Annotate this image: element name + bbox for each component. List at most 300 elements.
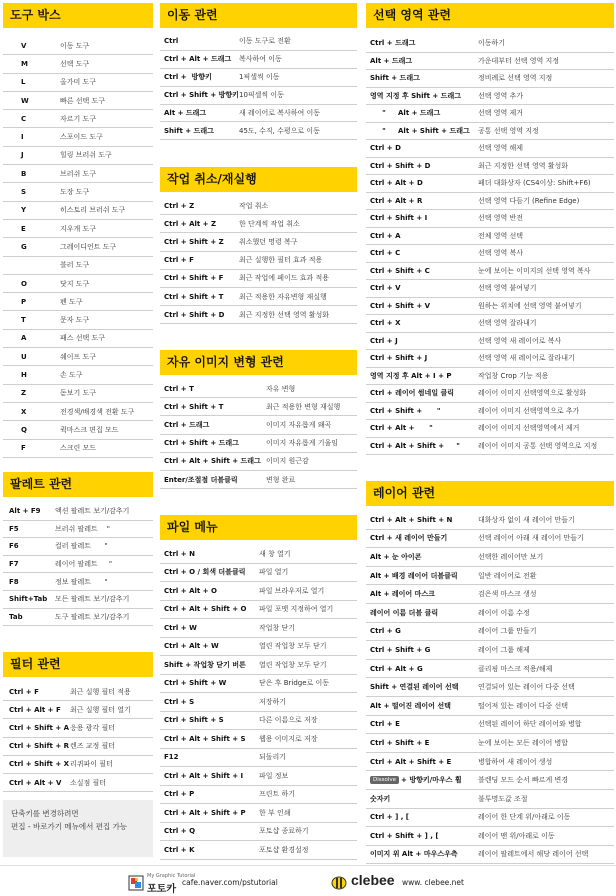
shortcut-action: 포토샵 종료하기 xyxy=(259,827,309,836)
shortcut-key: F xyxy=(21,444,26,453)
shortcut-key: Ctrl + Shift + ] , [ xyxy=(370,831,439,840)
section-selection xyxy=(366,3,614,455)
note-line-2: 편집 - 바로가기 메뉴에서 편집 가능 xyxy=(11,822,128,831)
section-filter xyxy=(3,652,153,792)
shortcut-action: 문자 도구 xyxy=(60,316,90,325)
shortcut-row xyxy=(3,521,153,539)
shortcut-row xyxy=(160,398,357,416)
shortcut-key: Ctrl + V xyxy=(370,284,401,293)
shortcut-key: Ctrl + 방향키 xyxy=(164,73,212,82)
shortcut-row xyxy=(160,823,357,842)
shortcut-action: 닫은 후 Bridge로 이동 xyxy=(259,679,330,688)
shortcut-action: 최근 실행 필터 적용 xyxy=(70,687,131,696)
shortcut-row xyxy=(160,380,357,398)
shortcut-action: 다른 이름으로 저장 xyxy=(259,716,318,725)
shortcut-action: 새 창 열기 xyxy=(259,549,291,558)
shortcut-row xyxy=(160,69,357,87)
shortcut-action: 스크린 모드 xyxy=(60,444,97,453)
shortcut-key: Ctrl + Alt + O xyxy=(164,586,217,595)
shortcut-row xyxy=(3,74,153,92)
shortcut-row xyxy=(366,315,614,333)
shortcut-action: 브러쉬 팔레트 " xyxy=(55,524,110,533)
shortcut-row xyxy=(3,311,153,329)
shortcut-key: 레이어 이름 더블 클릭 xyxy=(370,608,439,617)
shortcut-key: B xyxy=(21,169,27,178)
shortcut-action: 빠른 선택 도구 xyxy=(60,96,106,105)
note-line-1: 단축키를 변경하려면 xyxy=(11,809,79,818)
shortcut-action: 변형 완료 xyxy=(266,475,296,484)
shortcut-row xyxy=(3,683,153,701)
shortcut-key-group xyxy=(366,775,478,785)
shortcut-key: Ctrl + F xyxy=(164,256,194,265)
shortcut-action: 선택 영역 다듬기 (Refine Edge) xyxy=(478,196,580,205)
shortcut-action: 45도, 수직, 수평으로 이동 xyxy=(239,126,320,135)
shortcut-row xyxy=(366,511,614,530)
shortcut-row xyxy=(366,846,614,865)
shortcut-action: 소실점 필터 xyxy=(70,778,107,787)
shortcut-key: Ctrl + W xyxy=(164,623,197,632)
shortcut-key: Ctrl + N xyxy=(164,549,195,558)
shortcut-key: Ctrl + Shift + F xyxy=(164,274,224,283)
shortcut-action: 레이어 이미지 선택영역에서 제거 xyxy=(478,424,580,433)
shortcut-key: P xyxy=(21,297,27,306)
section-title: 선택 영역 관련 xyxy=(366,3,614,28)
shortcut-key: Enter/조절점 더블클릭 xyxy=(164,475,238,484)
shortcut-key: Ctrl + Shift + J xyxy=(370,354,428,363)
shortcut-action: 블렌딩 모드 순서 빠르게 변경 xyxy=(478,776,569,785)
shortcut-key: Ctrl + Shift + R xyxy=(9,742,70,751)
photoca-brand: 포토카 xyxy=(147,884,176,895)
section-layer xyxy=(366,481,614,864)
shortcut-row xyxy=(3,573,153,591)
shortcut-key: Ctrl + Shift + T xyxy=(164,402,224,411)
shortcut-row xyxy=(3,257,153,275)
shortcut-action: 클리핑 마스크 적용/해제 xyxy=(478,664,553,673)
shortcut-action: 이동하기 xyxy=(478,39,506,48)
shortcut-key: Tab xyxy=(9,612,23,621)
shortcut-row xyxy=(3,37,153,55)
shortcut-row xyxy=(3,128,153,146)
shortcut-row xyxy=(160,638,357,657)
shortcut-key: Ctrl + Q xyxy=(164,827,196,836)
shortcut-row xyxy=(3,421,153,439)
clebee-url[interactable]: www. clebee.net xyxy=(402,878,464,887)
shortcut-row xyxy=(366,333,614,351)
shortcut-key: Ctrl + S xyxy=(164,697,195,706)
shortcut-action: 정보 팔레트 " xyxy=(55,577,108,586)
shortcut-key: Ctrl + Shift + D xyxy=(370,161,431,170)
shortcut-key: Y xyxy=(21,206,27,215)
shortcut-key: Ctrl + Alt + Shift + " xyxy=(370,441,460,450)
shortcut-row xyxy=(160,105,357,123)
shortcut-row xyxy=(366,660,614,679)
shortcut-action: 레이어 이미지 선택영역으로 추가 xyxy=(478,406,580,415)
shortcut-key: Ctrl + Alt + 드래그 xyxy=(164,55,232,64)
shortcut-row xyxy=(366,263,614,281)
shortcut-row xyxy=(3,609,153,627)
shortcut-key: Ctrl + Alt + Shift + I xyxy=(164,771,244,780)
shortcut-row xyxy=(3,165,153,183)
shortcut-row xyxy=(3,503,153,521)
shortcut-action: 이미지 자유롭게 왜곡 xyxy=(266,420,332,429)
shortcut-row xyxy=(366,420,614,438)
shortcut-row xyxy=(160,33,357,51)
clebee-brand: clebee xyxy=(351,872,395,888)
shortcut-action: 새 레이어로 복사하여 이동 xyxy=(239,109,321,117)
shortcut-key: Alt + 드래그 xyxy=(370,56,413,65)
shortcut-key: Ctrl + Alt + Shift + 드래그 xyxy=(164,457,261,466)
shortcut-row xyxy=(3,719,153,737)
shortcut-key: Alt + 눈 아이콘 xyxy=(370,552,422,561)
shortcut-action: 최근 실행한 필터 효과 적용 xyxy=(239,256,323,265)
shortcut-row xyxy=(160,51,357,69)
shortcut-row xyxy=(3,55,153,73)
shortcut-key: Ctrl + Shift + Z xyxy=(164,237,224,246)
shortcut-key: X xyxy=(21,407,27,416)
shortcut-row xyxy=(160,564,357,583)
shortcut-action: 작업 취소 xyxy=(239,201,269,210)
shortcut-action: 히스토리 브러쉬 도구 xyxy=(60,206,126,215)
section-title: 필터 관련 xyxy=(3,652,153,677)
shortcut-row xyxy=(160,453,357,471)
shortcut-key: Ctrl + X xyxy=(370,319,401,328)
section-title: 이동 관련 xyxy=(160,3,357,28)
section-move xyxy=(160,3,357,140)
shortcut-key: S xyxy=(21,188,27,197)
shortcut-key: T xyxy=(21,316,26,325)
shortcut-action: 작업창 Crop 기능 적용 xyxy=(478,371,549,380)
shortcut-key: Ctrl + Shift + I xyxy=(370,214,428,223)
photoca-tagline: My Graphic Tutorial xyxy=(147,873,196,879)
shortcut-key: Shift + 연결된 레이어 선택 xyxy=(370,683,459,692)
shortcut-action: 파일 열기 xyxy=(259,568,289,577)
shortcut-key: F5 xyxy=(9,524,19,533)
shortcut-row xyxy=(160,288,357,306)
shortcut-row xyxy=(3,701,153,719)
shortcut-action: 선택된 레이어 하단 레이어와 병합 xyxy=(478,720,582,729)
shortcut-key: F7 xyxy=(9,560,19,569)
shortcut-action: 포토샵 환경설정 xyxy=(259,845,309,854)
shortcut-row xyxy=(3,238,153,256)
shortcut-action: 10픽셀씩 이동 xyxy=(239,91,284,100)
shortcut-action: 닷지 도구 xyxy=(60,279,90,288)
shortcut-action: 웹용 이미지로 저장 xyxy=(259,734,318,743)
shortcut-action: 브러쉬 도구 xyxy=(60,169,97,178)
shortcut-key: Ctrl + E xyxy=(370,720,400,729)
section-palette xyxy=(3,472,153,626)
shortcut-row xyxy=(366,175,614,193)
shortcut-key: L xyxy=(21,78,26,87)
shortcut-key: Ctrl + Alt + G xyxy=(370,664,423,673)
shortcut-key: Ctrl + Z xyxy=(164,201,195,210)
shortcut-row xyxy=(160,619,357,638)
shortcut-key: C xyxy=(21,114,27,123)
shortcut-key: J xyxy=(21,151,24,160)
shortcut-row xyxy=(160,471,357,489)
shortcut-row xyxy=(366,678,614,697)
shortcut-key: 영역 지정 후 Alt + I + P xyxy=(370,371,452,380)
shortcut-key: A xyxy=(21,334,27,343)
shortcut-key: Ctrl + Alt + D xyxy=(370,179,423,188)
shortcut-row xyxy=(160,87,357,105)
shortcut-key: Ctrl + Shift + T xyxy=(164,292,224,301)
shortcut-row xyxy=(3,756,153,774)
shortcut-key: Ctrl + J xyxy=(370,336,398,345)
section-title: 도구 박스 xyxy=(3,3,153,28)
shortcut-action: 한 단계씩 작업 취소 xyxy=(239,219,300,228)
shortcut-row xyxy=(3,538,153,556)
shortcut-action: 공통 선택 영역 지정 xyxy=(478,126,539,135)
shortcut-action: 쉐이프 도구 xyxy=(60,352,97,361)
shortcut-action: 레이어 한 단계 위/아래로 이동 xyxy=(478,813,571,822)
shortcut-key: 숫자키 xyxy=(370,794,391,803)
shortcut-row xyxy=(366,567,614,586)
shortcut-action: 파일 포맷 지정하여 열기 xyxy=(259,605,334,614)
shortcut-row xyxy=(3,275,153,293)
shortcut-key: Ctrl + K xyxy=(164,845,195,854)
shortcut-key: Ctrl + Shift + S xyxy=(164,716,224,725)
shortcut-action: 돋보기 도구 xyxy=(60,389,97,398)
shortcut-action: 페더 대화상자 (CS4이상: Shift+F6) xyxy=(478,179,591,188)
shortcut-row xyxy=(160,215,357,233)
shortcut-row xyxy=(160,545,357,564)
shortcut-key: Ctrl xyxy=(164,37,179,46)
shortcut-row xyxy=(366,245,614,263)
section-tools xyxy=(3,3,153,458)
shortcut-key: Ctrl + Alt + Shift + S xyxy=(164,734,246,743)
section-title: 파일 메뉴 xyxy=(160,515,357,540)
shortcut-key: Ctrl + D xyxy=(370,144,401,153)
shortcut-action: 레이어 이미지 공통 선택 영역으로 지정 xyxy=(478,441,598,450)
shortcut-row xyxy=(366,298,614,316)
shortcut-row xyxy=(3,92,153,110)
shortcut-key: 영역 지정 후 Shift + 드래그 xyxy=(370,91,461,100)
shortcut-row xyxy=(366,753,614,772)
shortcut-key: Ctrl + Alt + Shift + O xyxy=(164,605,247,614)
shortcut-row xyxy=(160,786,357,805)
shortcut-row xyxy=(366,716,614,735)
shortcut-action: 전경색/배경색 전환 도구 xyxy=(60,407,135,416)
shortcut-action: 레이어 팔레트 " xyxy=(55,560,113,569)
shortcut-action: 일반 레이어로 전환 xyxy=(478,571,537,580)
shortcut-action: 열린 작업창 모두 닫기 xyxy=(259,660,327,669)
shortcut-key: Ctrl + Shift + A xyxy=(9,723,70,732)
shortcut-action: 레이어 그룹 해제 xyxy=(478,645,530,654)
shortcut-action: 컬러 팔레트 " xyxy=(55,542,108,551)
shortcut-row xyxy=(3,774,153,792)
shortcut-action: 레이어 이미지 선택영역으로 활성화 xyxy=(478,389,587,398)
shortcut-row xyxy=(366,827,614,846)
shortcut-key: Ctrl + Alt + W xyxy=(164,642,219,651)
shortcut-action: 선택한 레이어만 보기 xyxy=(478,552,544,561)
shortcut-key: Ctrl + Shift + G xyxy=(370,645,431,654)
shortcut-action: 선택 레이어 아래 새 레이어 만들기 xyxy=(478,534,584,543)
shortcut-row xyxy=(160,712,357,731)
section-title: 팔레트 관련 xyxy=(3,472,153,497)
shortcut-key: V xyxy=(21,41,27,50)
shortcut-row xyxy=(366,641,614,660)
shortcut-key: Ctrl + Alt + Z xyxy=(164,219,217,228)
shortcut-action: 레이어 이름 수정 xyxy=(478,608,530,617)
shortcut-key: U xyxy=(21,352,27,361)
shortcut-action: 선택 영역 잘라내기 xyxy=(478,319,537,328)
dissolve-badge: Dissolve xyxy=(370,776,399,784)
shortcut-action: 가운데부터 선택 영역 지정 xyxy=(478,56,560,65)
shortcut-key: O xyxy=(21,279,27,288)
photoca-logo-icon xyxy=(128,875,144,891)
shortcut-key: 이미지 위 Alt + 마우스우측 xyxy=(370,850,458,859)
shortcut-row xyxy=(160,656,357,675)
shortcut-action: 대화상자 없이 새 레이어 만들기 xyxy=(478,515,575,524)
shortcut-key: M xyxy=(21,59,28,68)
shortcut-row xyxy=(366,771,614,790)
shortcut-row xyxy=(160,306,357,324)
shortcut-row xyxy=(366,790,614,809)
shortcut-action: 자유 변형 xyxy=(266,384,296,393)
shortcut-row xyxy=(3,202,153,220)
shortcut-action: 손 도구 xyxy=(60,370,83,379)
shortcut-action: 액션 팔레트 보기/감추기 xyxy=(55,507,130,516)
section-transform xyxy=(160,350,357,489)
shortcut-key: Ctrl + Shift + W xyxy=(164,679,227,688)
shortcut-key: " Alt + 드래그 xyxy=(370,109,441,118)
shortcut-action: 병합하여 새 레이어 생성 xyxy=(478,757,553,766)
shortcut-key: Alt + 떨어진 레이어 선택 xyxy=(370,701,451,710)
shortcut-row xyxy=(160,730,357,749)
shortcut-key: E xyxy=(21,224,26,233)
shortcut-row xyxy=(3,738,153,756)
shortcut-row xyxy=(160,601,357,620)
shortcut-action: 스포이드 도구 xyxy=(60,133,103,142)
section-title: 자유 이미지 변형 관련 xyxy=(160,350,357,375)
shortcut-action: 불투명도값 조절 xyxy=(478,794,528,803)
shortcut-action: 열린 작업창 모두 닫기 xyxy=(259,642,327,651)
shortcut-action: 이동 도구로 전환 xyxy=(239,37,291,46)
shortcut-row xyxy=(366,193,614,211)
shortcut-action: 선택 영역 복사 xyxy=(478,249,524,258)
shortcut-key: Ctrl + Alt + V xyxy=(9,778,62,787)
section-file xyxy=(160,515,357,860)
section-title: 작업 취소/재실행 xyxy=(160,167,357,192)
shortcut-row xyxy=(366,53,614,71)
shortcut-action: 선택 영역 반전 xyxy=(478,214,524,223)
footer xyxy=(0,865,616,896)
shortcut-action: 선택 영역 새 레이어로 잘라내기 xyxy=(478,354,575,363)
shortcut-row xyxy=(160,233,357,251)
shortcut-action: 레이어 그룹 만들기 xyxy=(478,627,537,636)
photoca-logo xyxy=(128,873,196,895)
shortcut-row xyxy=(3,330,153,348)
shortcut-action: 선택 영역 붙여넣기 xyxy=(478,284,537,293)
shortcut-action: 최근 실행 필터 열기 xyxy=(70,705,131,714)
shortcut-key: Ctrl + Alt + Shift + P xyxy=(164,808,246,817)
shortcut-key: Ctrl + Shift + 드래그 xyxy=(164,439,239,448)
shortcut-key: Alt + 드래그 xyxy=(164,109,207,117)
shortcut-note xyxy=(3,800,153,857)
shortcut-row xyxy=(366,403,614,421)
shortcut-key: Ctrl + Shift + D xyxy=(164,310,225,319)
shortcut-action: 선택 영역 해제 xyxy=(478,144,524,153)
shortcut-row xyxy=(3,366,153,384)
shortcut-row xyxy=(3,591,153,609)
shortcut-row xyxy=(366,368,614,386)
shortcut-key: Ctrl + P xyxy=(164,790,195,799)
shortcut-action: 최근 작업에 페이드 효과 적용 xyxy=(239,274,330,283)
shortcut-action: 선택 영역 새 레이어로 복사 xyxy=(478,336,562,345)
shortcut-key: Ctrl + Alt + " xyxy=(370,424,433,433)
shortcut-key: Ctrl + Alt + Shift + E xyxy=(370,757,452,766)
shortcut-row xyxy=(160,252,357,270)
shortcut-key: Shift + 작업창 닫기 버튼 xyxy=(164,660,246,669)
shortcut-action: 파일 정보 xyxy=(259,771,289,780)
shortcut-row xyxy=(160,435,357,453)
shortcut-key: F6 xyxy=(9,542,19,551)
shortcut-action: 지우개 도구 xyxy=(60,224,97,233)
shortcut-key: H xyxy=(21,370,27,379)
shortcut-key: Ctrl + Shift + E xyxy=(370,738,430,747)
shortcut-action: 패스 선택 도구 xyxy=(60,334,106,343)
shortcut-key: Ctrl + Shift + 방향키 xyxy=(164,91,239,100)
shortcut-action: 원하는 위치에 선택 영역 붙여넣기 xyxy=(478,301,582,310)
shortcut-action: 한 부 인쇄 xyxy=(259,808,291,817)
shortcut-row xyxy=(366,604,614,623)
shortcut-action: 이미지 자유롭게 기울임 xyxy=(266,439,339,448)
shortcut-row xyxy=(3,220,153,238)
shortcut-row xyxy=(3,385,153,403)
shortcut-action: 올가미 도구 xyxy=(60,78,97,87)
shortcut-key: Ctrl + 드래그 xyxy=(370,39,416,48)
shortcut-action: 그레이디언트 도구 xyxy=(60,242,117,251)
shortcut-action: 되돌리기 xyxy=(259,753,287,762)
shortcut-row xyxy=(366,105,614,123)
shortcut-key: Alt + 레이어 마스크 xyxy=(370,590,435,599)
shortcut-action: 도구 팔레트 보기/감추기 xyxy=(55,612,130,621)
photoca-url[interactable]: cafe.naver.com/pstutorial xyxy=(182,878,278,887)
shortcut-row xyxy=(3,293,153,311)
shortcut-action: 연결되어 있는 레이어 다중 선택 xyxy=(478,683,575,692)
shortcut-action: 이미지 원근감 xyxy=(266,457,309,466)
shortcut-row xyxy=(366,438,614,456)
shortcut-row xyxy=(3,556,153,574)
shortcut-action: 리퀴파이 필터 xyxy=(70,760,113,769)
shortcut-key: W xyxy=(21,96,29,105)
shortcut-row xyxy=(160,693,357,712)
shortcut-row xyxy=(366,350,614,368)
shortcut-action: 검은색 마스크 생성 xyxy=(478,590,537,599)
shortcut-action: 블러 도구 xyxy=(60,261,90,270)
shortcut-row xyxy=(366,70,614,88)
shortcut-key: Ctrl + 레이어 썸네일 클릭 xyxy=(370,389,455,398)
shortcut-action: 눈에 보이는 모든 레이어 병합 xyxy=(478,738,569,747)
shortcut-key: Alt + 배경 레이어 더블클릭 xyxy=(370,571,458,580)
shortcut-row xyxy=(160,841,357,860)
shortcut-key: Ctrl + Alt + R xyxy=(370,196,423,205)
shortcut-row xyxy=(366,697,614,716)
shortcut-key: Ctrl + F xyxy=(9,687,39,696)
shortcut-action: 모든 팔레트 보기/감추기 xyxy=(55,595,130,604)
shortcut-key: Ctrl + C xyxy=(370,249,401,258)
shortcut-key: Shift + 드래그 xyxy=(164,126,214,135)
shortcut-row xyxy=(3,147,153,165)
shortcut-row xyxy=(366,140,614,158)
shortcut-key: Ctrl + T xyxy=(164,384,194,393)
shortcut-action: 눈에 보이는 이미지의 선택 영역 복사 xyxy=(478,266,591,275)
shortcut-row xyxy=(366,809,614,828)
shortcut-row xyxy=(160,122,357,140)
shortcut-key: Z xyxy=(21,389,27,398)
shortcut-row xyxy=(366,35,614,53)
shortcut-action: 레이어 맨 위/아래로 이동 xyxy=(478,831,555,840)
